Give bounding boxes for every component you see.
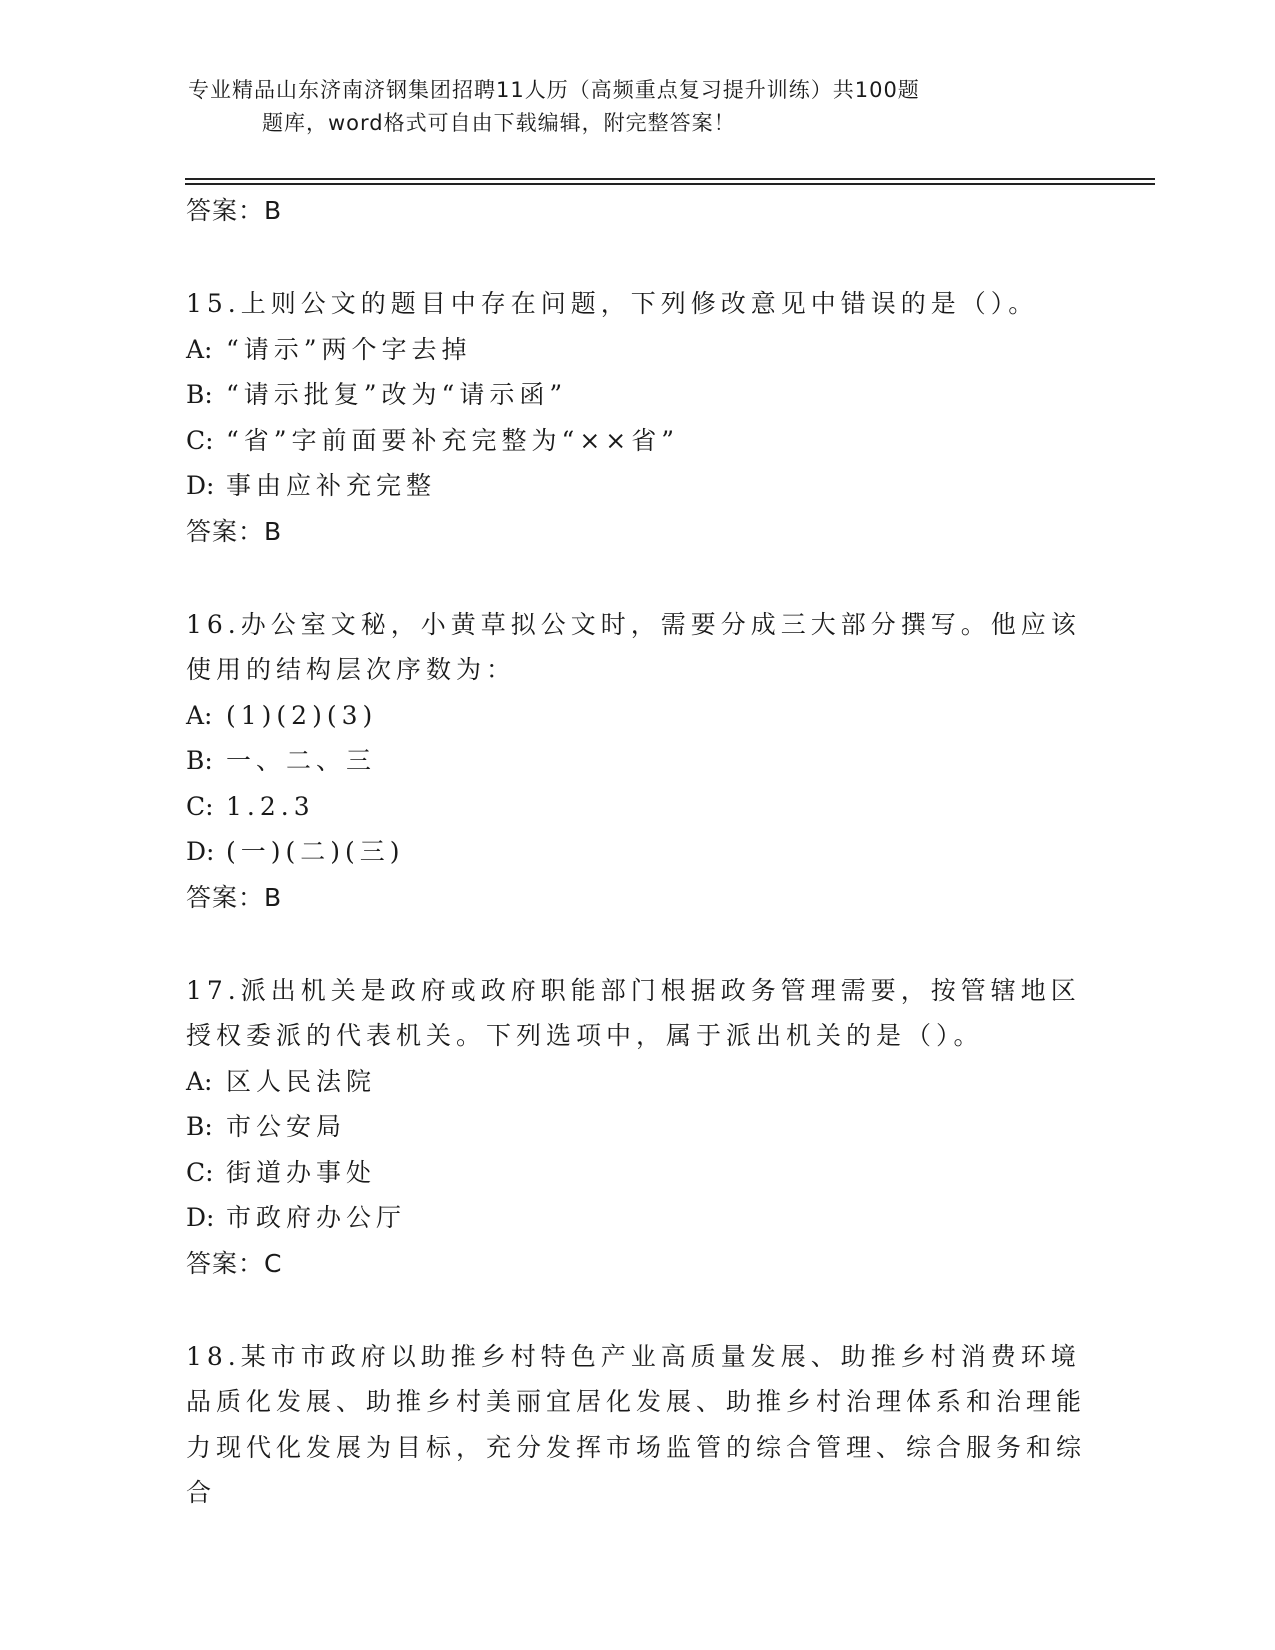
option-letter: D: — [186, 1203, 215, 1232]
option-b — [186, 372, 1086, 418]
option-d — [186, 829, 1086, 875]
option-letter: C: — [186, 791, 214, 821]
previous-answer: 答案：B — [186, 196, 283, 225]
question-16 — [186, 602, 1086, 920]
option-text: “请示”两个字去掉 — [226, 334, 472, 364]
option-text: 1.2.3 — [226, 791, 315, 821]
option-text: 市政府办公厅 — [226, 1203, 407, 1232]
option-d — [186, 1195, 1086, 1241]
option-letter: D: — [186, 837, 215, 866]
option-text: 一、二、三 — [226, 746, 377, 775]
page-header — [188, 74, 1048, 140]
question-15 — [186, 281, 1086, 554]
option-text: “请示批复”改为“请示函” — [226, 380, 568, 409]
header-title-line-1: 专业精品山东济南济钢集团招聘11人历（高频重点复习提升训练）共100题 — [188, 78, 920, 102]
option-c — [186, 1150, 1086, 1196]
answer: 答案：B — [186, 516, 283, 546]
option-text: 区人民法院 — [226, 1066, 377, 1096]
option-text: (一)(二)(三) — [226, 837, 405, 866]
option-letter: A: — [186, 334, 213, 364]
option-letter: B: — [186, 1112, 213, 1141]
option-text: (1)(2)(3) — [226, 700, 378, 730]
option-b — [186, 738, 1086, 784]
option-a — [186, 327, 1086, 373]
option-c — [186, 418, 1086, 464]
option-letter: C: — [186, 425, 214, 455]
question-stem: 18.某市市政府以助推乡村特色产业高质量发展、助推乡村消费环境品质化发展、助推乡村美丽宜居化发展、助推乡村治理体系和治理能力现代化发展为目标，充分发挥市场监管的综合管理、综合服务和综合 — [186, 1341, 1087, 1507]
question-stem: 17.派出机关是政府或政府职能部门根据政务管理需要，按管辖地区授权委派的代表机关。下列选项中，属于派出机关的是（）。 — [186, 975, 1081, 1050]
option-a — [186, 693, 1086, 739]
option-text: 事由应补充完整 — [226, 471, 437, 500]
option-c — [186, 784, 1086, 830]
option-letter: D: — [186, 471, 215, 500]
option-b — [186, 1104, 1086, 1150]
question-list — [186, 188, 1086, 1516]
option-d — [186, 463, 1086, 509]
option-letter: B: — [186, 746, 213, 775]
option-a — [186, 1059, 1086, 1105]
option-text: “省”字前面要补充完整为“××省” — [226, 425, 680, 455]
answer: 答案：B — [186, 882, 283, 912]
option-letter: A: — [186, 700, 213, 730]
option-letter: A: — [186, 1066, 213, 1096]
answer: 答案：C — [186, 1248, 283, 1278]
header-divider-top — [185, 178, 1155, 180]
option-text: 市公安局 — [226, 1112, 347, 1141]
option-text: 街道办事处 — [226, 1157, 377, 1187]
header-title-line-2: 题库，word格式可自由下载编辑，附完整答案！ — [262, 111, 736, 135]
option-letter: B: — [186, 380, 213, 409]
question-17 — [186, 968, 1086, 1286]
option-letter: C: — [186, 1157, 214, 1187]
header-divider-bottom — [185, 183, 1155, 185]
question-18 — [186, 1334, 1086, 1516]
question-stem: 16.办公室文秘，小黄草拟公文时，需要分成三大部分撰写。他应该使用的结构层次序数为： — [186, 609, 1081, 684]
question-stem: 15.上则公文的题目中存在问题，下列修改意见中错误的是（）。 — [186, 289, 1039, 318]
